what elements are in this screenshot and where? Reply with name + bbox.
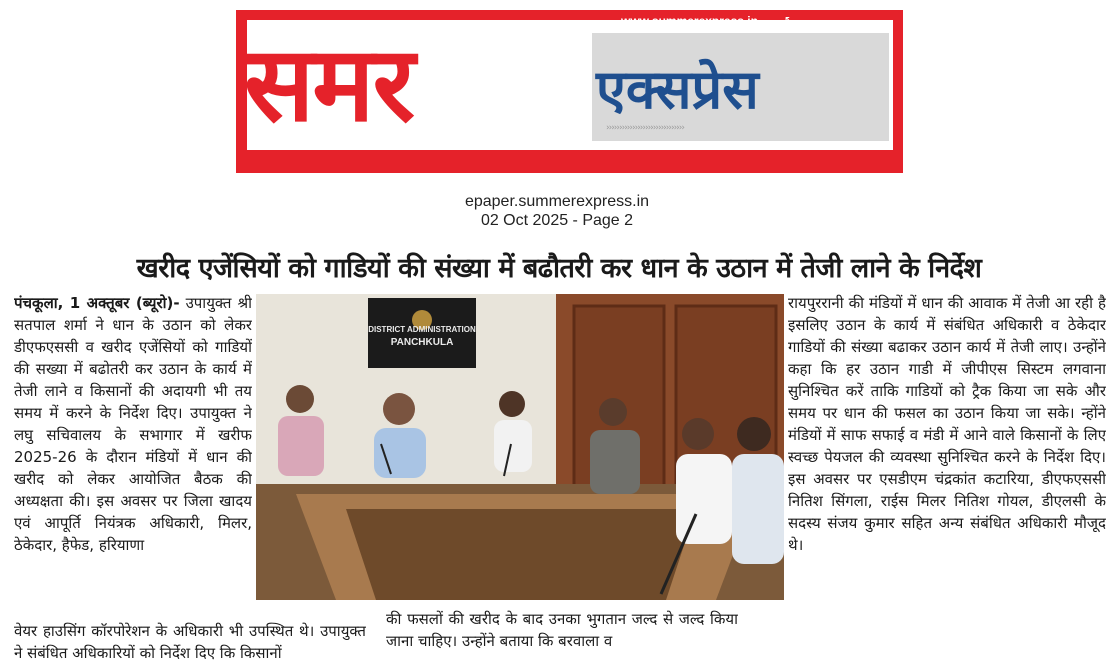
logo-express: एक्सप्रेस [596,58,759,121]
article-headline: खरीद एजेंसियों को गाडियों की संख्या में बढौतरी कर धान के उठान में तेजी लाने के निर्देश [136,253,982,284]
article-right-column: रायपुररानी की मंडियों में धान की आवाक में तेजी आ रही है इसलिए उठान के कार्य में संबंधित अधिकारी व ठेकेदार गाडियों की संख्या बढाकर उठान कार्य में तेजी लाए। उन्होंने कहा कि हर उठान गाडी में जीपीएस सिस्टम लगवाना सुनिश्चित करें ताकि गाडियों को ट्रैक किया जा सके और समय पर धान की फसल का उठान किया जा सके। न्होंने मंडियों में साफ सफाई व मंडी में आने वाले किसानों के लिए स्वच्छ पेयजल की व्यवस्था सुनिश्चित करने के निर्देश दिए। इस अवसर पर एसडीएम चंद्रकांत कटारिया, डीएफएससी नितिश सिंगला, राईस मिलर नितिश गोयल, डीएलसी के सदस्य संजय कुमार सहित अन्य संबंधित अधिकारी मौजूद थे। [788,294,1106,554]
photo-sign-line2: PANCHKULA [390,337,454,348]
chevron-stripe-icon: ›››››››››››››››››››››››››››››› [606,123,684,133]
article-left-bottom: वेयर हाउसिंग कॉरपोरेशन के अधिकारी भी उपस्थित थे। उपायुक्त ने संबंधित अधिकारियों को निर्देश दिए कि किसानों [14,622,366,662]
meeting-photo-illustration [256,294,784,600]
article-left-column [14,292,252,670]
article-dateline: पंचकूला, 1 अक्तूबर (ब्यूरो)- [14,294,180,312]
logo-samar: समर [244,23,414,145]
edition-url[interactable]: epaper.summerexpress.in [464,193,650,210]
article-left-text: उपायुक्त श्री सतपाल शर्मा ने धान के उठान को लेकर डीएफएससी व खरीद एजेंसियों को गाडियों की सख्या में बढोतरी कर उठान के कार्य में तेजी लाने व किसानों की अदायगी भी तय समय में करने के निर्देश दिए। उपायुक्त ने लघु सचिवालय के सभागार में खरीफ 2025-26 के दौरान मंडियों में धान की खरीद को लेकर आयोजित बैठक की अध्यक्षता की। इस अवसर पर जिला खादय एवं आपूर्ति नियंत्रक अधिकारी, मिलर, ठेकेदार, हैफेड, हरियाणा [14,294,252,554]
photo-sign-line1: DISTRICT ADMINISTRATION [368,325,476,334]
photo-sign-text [368,324,476,350]
masthead-url[interactable]: www.summerexpress.in [621,14,758,28]
cursor-arrow-icon: ↖ [784,13,795,27]
edition-date-page: 02 Oct 2025 - Page 2 [480,212,634,229]
article-middle-bottom: की फसलों की खरीद के बाद उनका भुगतान जल्द से जल्द किया जाना चाहिए। उन्होंने बताया कि बरवाला व [386,610,738,650]
meeting-photo [256,294,784,600]
